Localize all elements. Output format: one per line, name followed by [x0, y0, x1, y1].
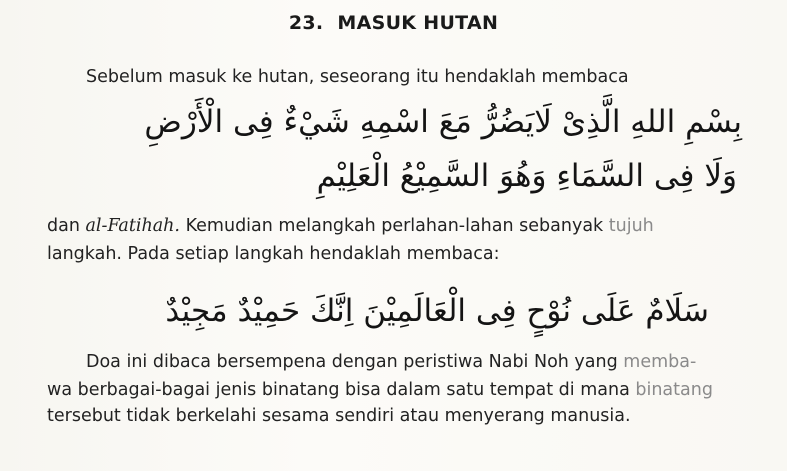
text-run: Kemudian melangkah perlahan-lahan sebanyak — [180, 216, 609, 236]
arabic-prayer-line-1: بِسْمِ اللهِ الَّذِىْ لَايَضُرُّ مَعَ اسْمِهِ شَيْءٌ فِى الْأَرْضِ — [144, 104, 742, 140]
section-number: 23. — [288, 12, 324, 34]
section-title: MASUK HUTAN — [337, 12, 499, 34]
faded-text-run: tujuh — [608, 216, 654, 236]
section-heading — [0, 12, 787, 34]
italic-term-fatihah: al-Fatihah. — [85, 216, 180, 236]
arabic-salam-line: سَلَامٌ عَلَى نُوْحٍ فِى الْعَالَمِيْنَ اِنَّكَ حَمِيْدٌ مَجِيْدٌ — [165, 293, 709, 329]
faded-text-run: memba- — [623, 352, 697, 372]
text-run: wa berbagai-bagai jenis binatang bisa dalam satu tempat di mana — [47, 380, 636, 400]
text-run: Doa ini dibaca bersempena dengan peristiwa Nabi Noh yang — [86, 352, 624, 372]
instruction-paragraph-line-1 — [47, 216, 654, 236]
explanation-paragraph-line-1 — [86, 352, 696, 372]
explanation-paragraph-line-2 — [47, 380, 713, 400]
intro-paragraph-line: Sebelum masuk ke hutan, seseorang itu hendaklah membaca — [86, 67, 629, 87]
explanation-paragraph-line-3: tersebut tidak berkelahi sesama sendiri atau menyerang manusia. — [47, 406, 631, 426]
text-run: dan — [47, 216, 86, 236]
faded-text-run: binatang — [635, 380, 713, 400]
arabic-prayer-line-2: وَلَا فِى السَّمَاءِ وَهُوَ السَّمِيْعُ الْعَلِيْمِ — [316, 158, 737, 194]
instruction-paragraph-line-2: langkah. Pada setiap langkah hendaklah membaca: — [47, 244, 500, 264]
